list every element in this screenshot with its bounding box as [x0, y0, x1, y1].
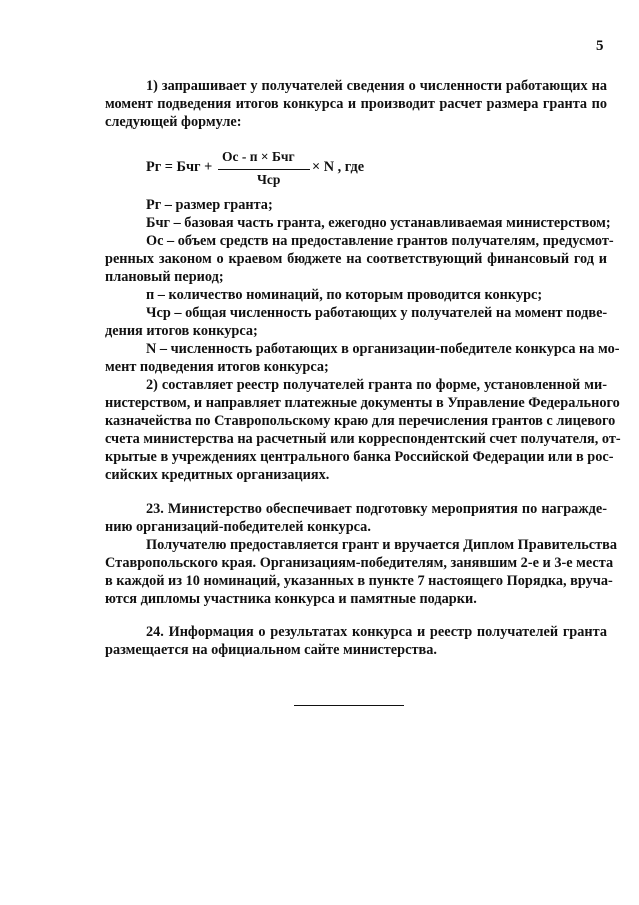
- formula-lhs: Рг = Бчг +: [146, 159, 213, 175]
- para-23-line-3: Получателю предоставляется грант и вручается Диплом Правительства: [146, 537, 618, 553]
- definition-os-line-2: ренных законом о краевом бюджете на соответствующий финансовый год и: [105, 251, 607, 267]
- para-23-line-6: ются дипломы участника конкурса и памятные подарки.: [105, 591, 477, 607]
- para-23-line-4: Ставропольского края. Организациям-победителям, занявшим 2-е и 3-е места: [105, 555, 614, 571]
- para-2-line-6: сийских кредитных организациях.: [105, 467, 330, 483]
- para-24-line-1: 24. Информация о результатах конкурса и реестр получателей гранта: [146, 624, 607, 640]
- formula-numerator: Ос - п × Бчг: [222, 149, 295, 164]
- formula-denominator: Чср: [257, 172, 281, 187]
- para-1-line-1: 1) запрашивает у получателей сведения о численности работающих на: [146, 78, 607, 94]
- definition-chsr-line-1: Чср – общая численность работающих у получателей на момент подве-: [146, 305, 608, 321]
- definition-rg: Рг – размер гранта;: [146, 197, 273, 213]
- definition-chsr-line-2: дения итогов конкурса;: [105, 323, 258, 339]
- definition-n-line-2: мент подведения итогов конкурса;: [105, 359, 329, 375]
- closing-rule: [294, 705, 404, 706]
- definition-os-line-3: плановый период;: [105, 269, 224, 285]
- page-number: 5: [596, 38, 604, 54]
- para-23-line-1: 23. Министерство обеспечивает подготовку мероприятия по награжде-: [146, 501, 607, 517]
- para-1-line-2: момент подведения итогов конкурса и производит расчет размера гранта по: [105, 96, 607, 112]
- definition-bchg: Бчг – базовая часть гранта, ежегодно устанавливаемая министерством;: [146, 215, 611, 231]
- para-23-line-2: нию организаций-победителей конкурса.: [105, 519, 371, 535]
- para-1-line-3: следующей формуле:: [105, 114, 242, 130]
- para-2-line-3: казначейства по Ставропольскому краю для перечисления грантов с лицевого: [105, 413, 616, 429]
- para-2-line-2: нистерством, и направляет платежные документы в Управление Федерального: [105, 395, 620, 411]
- fraction-bar: [218, 169, 310, 170]
- para-2-line-1: 2) составляет реестр получателей гранта по форме, установленной ми-: [146, 377, 607, 393]
- definition-os-line-1: Ос – объем средств на предоставление грантов получателям, предусмот-: [146, 233, 614, 249]
- definition-n-line-1: N – численность работающих в организации-победителе конкурса на мо-: [146, 341, 620, 357]
- para-24-line-2: размещается на официальном сайте министерства.: [105, 642, 437, 658]
- para-23-line-5: в каждой из 10 номинаций, указанных в пункте 7 настоящего Порядка, вруча-: [105, 573, 613, 589]
- formula-tail: × N , где: [312, 159, 365, 175]
- para-2-line-4: счета министерства на расчетный или корреспондентский счет получателя, от-: [105, 431, 621, 447]
- para-2-line-5: крытые в учреждениях центрального банка Российской Федерации или в рос-: [105, 449, 614, 465]
- definition-n-count: п – количество номинаций, по которым проводится конкурс;: [146, 287, 543, 303]
